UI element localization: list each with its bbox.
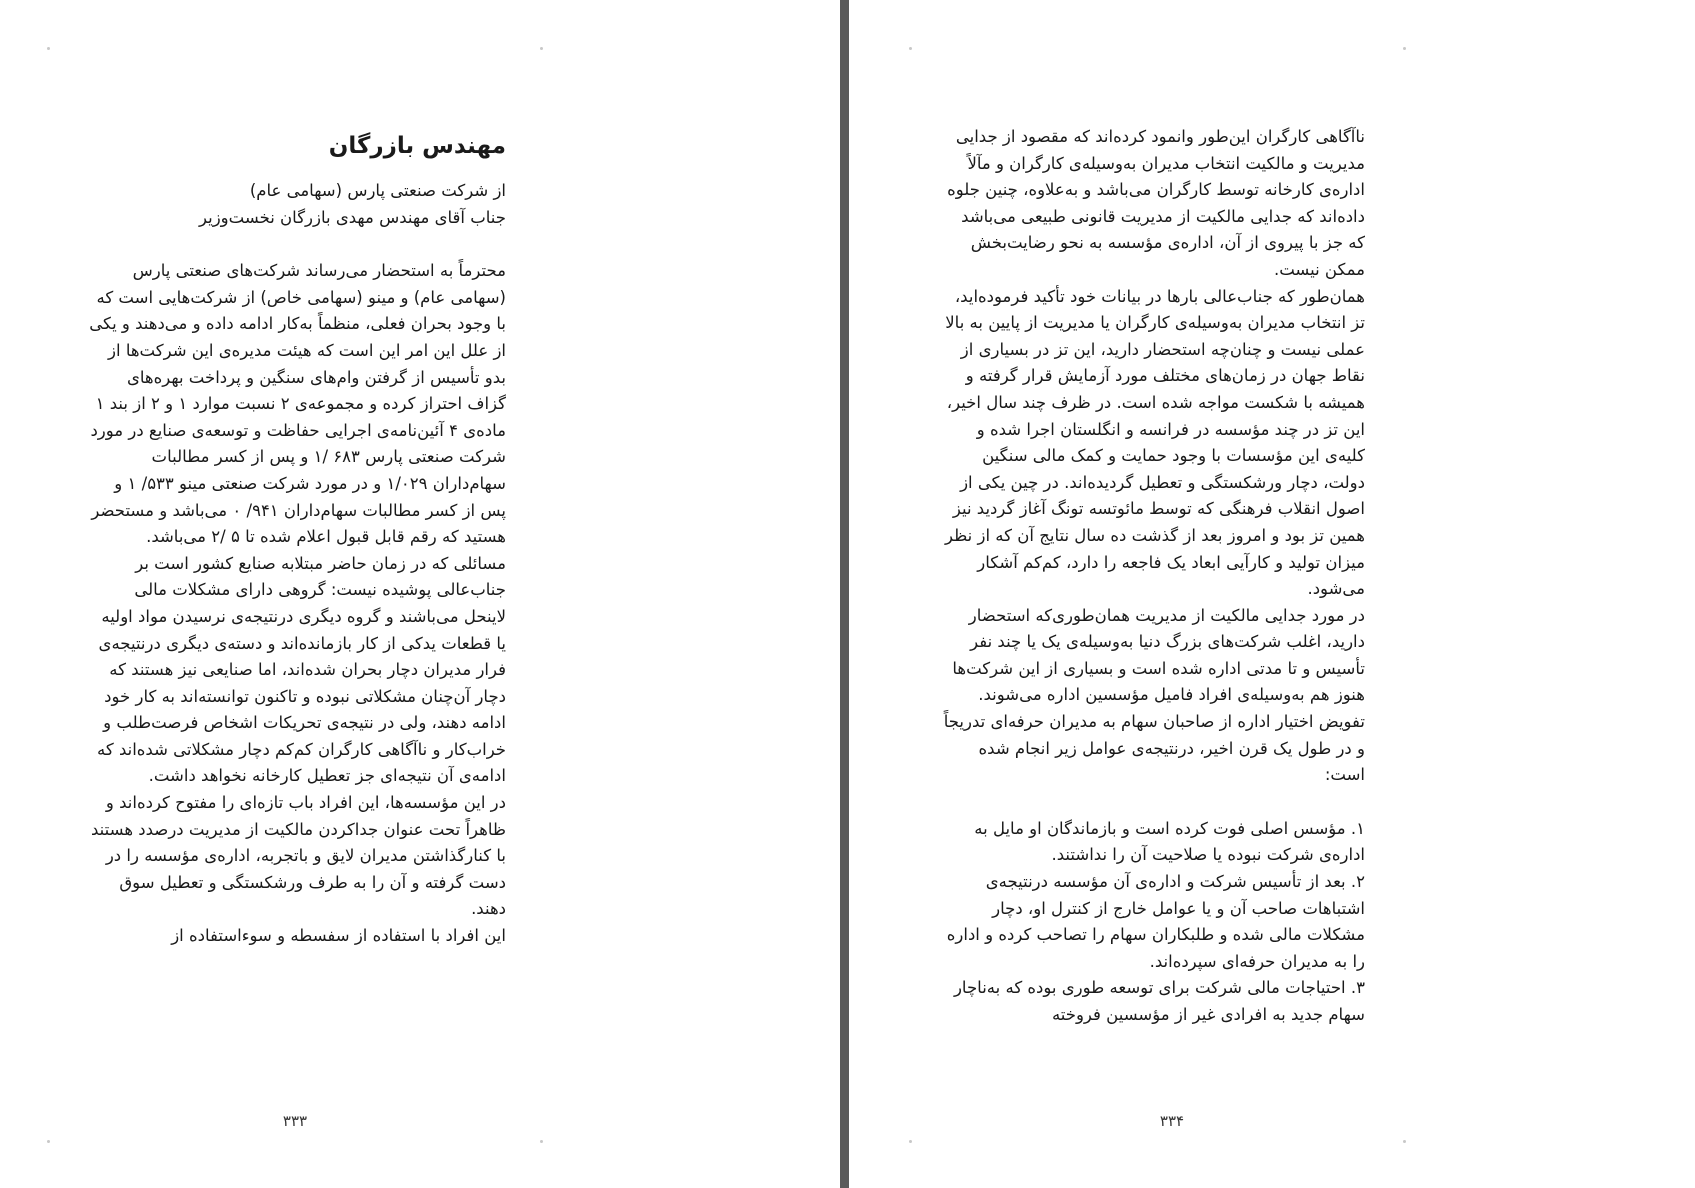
paragraph: در مورد جدایی مالکیت از مدیریت همان‌طوری‌که استحضار دارید، اغلب شرکت‌های بزرگ دنیا به‌وسیله‌ی یک یا چند نفر تأسیس و تا مدتی اداره شده است و بسیاری از این شرکت‌ها هنوز هم به‌وسیله‌ی افراد فامیل مؤسسین اداره می‌شوند. تفویض اختیار اداره از صاحبان سهام به مدیران حرفه‌ای تدریجاً و در طول یک قرن اخیر، درنتیجه‌ی عوامل زیر انجام شده است: xyxy=(943,605,1365,785)
right-page xyxy=(849,0,1695,1188)
corner-mark xyxy=(909,1140,912,1143)
paragraph: ناآگاهی کارگران این‌طور وانمود کرده‌اند که مقصود از جدایی مدیریت و مالکیت انتخاب مدیران به‌وسیله‌ی کارگران و مآلاً اداره‌ی کارخانه توسط کارگران می‌باشد و به‌علاوه، چنین جلوه داده‌اند که جدایی مالکیت از مدیریت قانونی طبیعی می‌باشد که جز با پیروی از آن، اداره‌ی مؤسسه به نحو رضایت‌بخش ممکن نیست. xyxy=(947,127,1365,279)
right-page-content xyxy=(942,124,1365,1029)
left-page-content xyxy=(88,128,506,950)
page-number: ۳۳۴ xyxy=(1159,1112,1185,1130)
list-item: ۱. مؤسس اصلی فوت کرده است و بازماندگان او مایل به اداره‌ی شرکت نبوده یا صلاحیت آن را نداشتند. xyxy=(974,818,1365,865)
letter-header xyxy=(88,178,506,231)
page-number: ۳۳۳ xyxy=(282,1112,308,1130)
book-gutter xyxy=(840,0,849,1188)
paragraph: همان‌طور که جناب‌عالی بارها در بیانات خود تأکید فرموده‌اید، تز انتخاب مدیران به‌وسیله‌ی کارگران یا مدیریت از پایین به بالا عملی نیست و چنان‌چه استحضار دارید، این تز در بسیاری از نقاط جهان در زمان‌های مختلف مورد آزمایش قرار گرفته و همیشه با شکست مواجه شده است. در ظرف چند سال اخیر، این تز در چند مؤسسه در فرانسه و انگلستان اجرا شده و کلیه‌ی این مؤسسات با وجود حمایت و کمک مالی سنگین دولت، دچار ورشکستگی و تعطیل گردیده‌اند. در چین یکی از اصول انقلاب فرهنگی که توسط مائوتسه تونگ آغاز گردید نیز همین تز بود و امروز بعد از گذشت ده سال نتایج آن که از نظر میزان تولید و کارآیی ابعاد یک فاجعه را دارد، کم‌کم آشکار می‌شود. xyxy=(945,286,1365,599)
left-page xyxy=(0,0,840,1188)
corner-mark xyxy=(540,1140,543,1143)
paragraph: مسائلی که در زمان حاضر مبتلابه صنایع کشور است بر جناب‌عالی پوشیده نیست: گروهی دارای مشکلات مالی لاینحل می‌باشند و گروه دیگری درنتیجه‌ی نرسیدن مواد اولیه یا قطعات یدکی از کار بازمانده‌اند و دسته‌ی دیگری درنتیجه‌ی فرار مدیران دچار بحران شده‌اند، اما صنایعی نیز هستند که دچار آن‌چنان مشکلاتی نبوده و تاکنون توانسته‌اند به کار خود ادامه دهند، ولی در نتیجه‌ی تحریکات اشخاص فرصت‌طلب و خراب‌کار و ناآگاهی کارگران کم‌کم دچار مشکلاتی شده‌اند که ادامه‌ی آن نتیجه‌ای جز تعطیل کارخانه نخواهد داشت. xyxy=(97,553,506,786)
corner-mark xyxy=(47,1140,50,1143)
list-item: ۲. بعد از تأسیس شرکت و اداره‌ی آن مؤسسه درنتیجه‌ی اشتباهات صاحب آن و یا عوامل خارج از کنترل او، دچار مشکلات مالی شده و طلبکاران سهام را تصاحب کرده و اداره را به مدیران حرفه‌ای سپرده‌اند. xyxy=(946,872,1365,971)
corner-mark xyxy=(909,47,912,50)
paragraph: این افراد با استفاده از سفسطه و سوءاستفاده از xyxy=(171,926,506,946)
paragraph: محترماً به استحضار می‌رساند شرکت‌های صنعتی پارس (سهامی عام) و مینو (سهامی خاص) از شرکت‌هایی است که با وجود بحران فعلی، منظماً به‌کار ادامه داده و می‌دهند و یکی از علل این امر این است که هیئت مدیره‌ی این شرکت‌ها از بدو تأسیس از گرفتن وام‌های سنگین و پرداخت بهره‌های گزاف احتراز کرده و مجموعه‌ی ۲ نسبت موارد ۱ و ۲ از بند ۱ ماده‌ی ۴ آئین‌نامه‌ی اجرایی حفاظت و توسعه‌ی صنایع در مورد شرکت صنعتی پارس ۶۸۳ /۱ و پس از کسر مطالبات سهام‌داران ۱/۰۲۹ و در مورد شرکت صنعتی مینو ۵۳۳/ ۱ و پس از کسر مطالبات سهام‌داران ۹۴۱/ ۰ می‌باشد و مستحضر هستید که رقم قابل قبول اعلام شده تا ۵ /۲ می‌باشد. xyxy=(89,261,506,547)
corner-mark xyxy=(47,47,50,50)
page-title: مهندس بازرگان xyxy=(328,133,506,159)
list-item: ۳. احتیاجات مالی شرکت برای توسعه طوری بوده که به‌ناچار سهام جدید به افرادی غیر از مؤسسین فروخته xyxy=(953,978,1365,1024)
corner-mark xyxy=(1403,1140,1406,1143)
paragraph: در این مؤسسه‌ها، این افراد باب تازه‌ای را مفتوح کرده‌اند و ظاهراً تحت عنوان جداکردن مالکیت از مدیریت درصدد هستند با کنارگذاشتن مدیران لایق و باتجربه، اداره‌ی مؤسسه را در دست گرفته و آن را به طرف ورشکستگی و تعطیل سوق دهند. xyxy=(91,793,506,919)
letter-header-line: جناب آقای مهندس مهدی بازرگان نخست‌وزیر xyxy=(199,207,506,227)
numbered-list xyxy=(942,816,1365,1029)
letter-header-line: از شرکت صنعتی پارس (سهامی عام) xyxy=(249,181,506,200)
corner-mark xyxy=(1403,47,1406,50)
corner-mark xyxy=(540,47,543,50)
